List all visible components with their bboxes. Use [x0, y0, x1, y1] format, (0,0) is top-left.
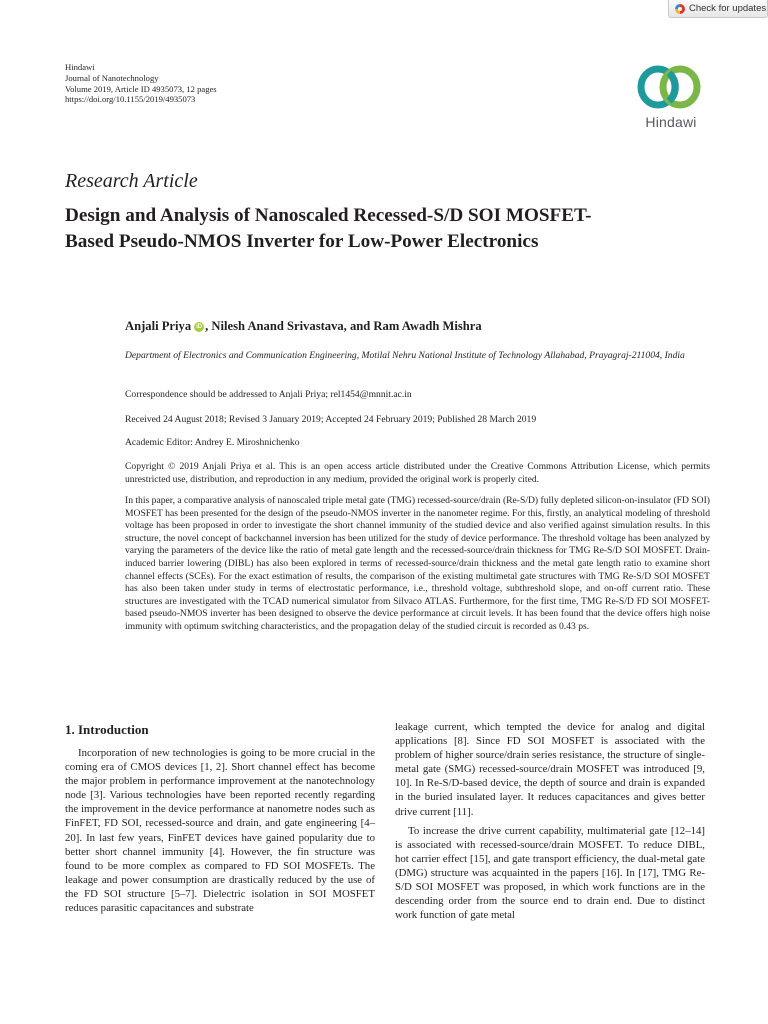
orcid-icon[interactable]: iD	[196, 323, 203, 330]
body-column-left	[65, 722, 375, 915]
author-name[interactable]: Anjali Priya	[125, 319, 192, 333]
body-column-right	[395, 720, 705, 922]
paragraph: To increase the drive current capability, multimaterial gate [12–14] is associated with recessed-source/drain MOSFET. To reduce DIBL, hot carrier effect [15], and gate transport efficiency, the dual-metal gate (DMG) structure was acquainted in the papers [16]. In [17], TMG Re-S/D SOI MOSFET was proposed, in which work functions are in the descending order from the source end to drain end. Due to distinct work function of gate metal	[395, 824, 705, 922]
copyright-notice: Copyright © 2019 Anjali Priya et al. This is an open access article distributed under the Creative Commons Attribution License, which permits unrestricted use, distribution, and reproduction in any medium, provided the original work is properly cited.	[125, 461, 710, 485]
update-icon	[675, 4, 685, 14]
doi-link[interactable]: https://doi.org/10.1155/2019/4935073	[65, 94, 196, 105]
volume-info: Volume 2019, Article ID 4935073, 12 pages	[65, 83, 217, 94]
publisher-name: Hindawi	[65, 62, 95, 72]
article-type: Research Article	[65, 170, 198, 192]
author-list	[125, 319, 482, 334]
publication-dates: Received 24 August 2018; Revised 3 January 2019; Accepted 24 February 2019; Published 28 March 2019	[125, 414, 537, 425]
check-for-updates-badge[interactable]	[668, 0, 768, 18]
co-authors: , Nilesh Anand Srivastava, and Ram Awadh Mishra	[205, 319, 482, 333]
article-title: Design and Analysis of Nanoscaled Recessed-S/D SOI MOSFET-Based Pseudo-NMOS Inverter for Low-Power Electronics	[65, 205, 592, 252]
correspondence: Correspondence should be addressed to Anjali Priya; rel1454@mnnit.ac.in	[125, 389, 412, 400]
abstract: In this paper, a comparative analysis of nanoscaled triple metal gate (TMG) recessed-source/drain (Re-S/D) fully depleted silicon-on-insulator (FD SOI) MOSFET has been presented for the design of the pseudo-NMOS inverter in the nanometer regime. For this, firstly, an analytical modeling of threshold voltage has been proposed in order to investigate the short channel immunity of the studied device and also verified against simulation results. In this structure, the novel concept of backchannel inversion has been utilized for the study of device performance. The threshold voltage has been analyzed by varying the parameters of the device like the ratio of metal gate length and the recessed-source/drain thickness for TMG Re-S/D SOI MOSFET. Drain-induced barrier lowering (DIBL) has also been explored in terms of recessed-source/drain thickness and the metal gate length ratio to examine short channel effects (SCEs). For the exact estimation of results, the comparison of the existing multimetal gate structures with TMG Re-S/D SOI MOSFET has also been taken under study in terms of electrostatic performance, i.e., threshold voltage, subthreshold slope, and on-off current ratio. These structures are investigated with the TCAD numerical simulator from Silvaco ATLAS. Furthermore, for the first time, TMG Re-S/D FD SOI MOSFET-based pseudo-NMOS inverter has been designed to observe the device performance at circuit levels. It has been found that the device offers high noise immunity with optimum switching characteristics, and the propagation delay of the studied circuit is recorded as 0.43 ps.	[125, 495, 710, 632]
logo-wordmark: Hindawi	[645, 114, 697, 130]
academic-editor: Academic Editor: Andrey E. Miroshnichenko	[125, 437, 300, 448]
journal-name: Journal of Nanotechnology	[65, 72, 159, 83]
paragraph: leakage current, which tempted the device for analog and digital applications [8]. Since FD SOI MOSFET is associated with the problem of higher source/drain series resistance, the structure of single-metal gate (SMG) recessed-source/drain MOSFET was introduced [9, 10]. In Re-S/D-based device, the depth of source and drain is expanded in the buried insulated layer. It reduces capacitances and gives better drive current [11].	[395, 721, 705, 818]
affiliation: Department of Electronics and Communication Engineering, Motilal Nehru National Institute of Technology Allahabad, Prayagraj-211004, India	[125, 350, 685, 361]
journal-header	[65, 62, 217, 105]
paragraph: Incorporation of new technologies is going to be more crucial in the coming era of CMOS devices [1, 2]. Short channel effect has become the major problem in performance improvement at the nanotechnology node [3]. Various technologies have been reported recently regarding the improvement in the device performance at nanometre nodes such as FinFET, FD SOI, recessed-source and drain, and gate engineering [4–20]. In last few years, FinFET devices have gained popularity due to better short channel immunity [4]. However, the fin structure was found to be more complex as compared to FD SOI MOSFETs. The leakage and power consumption are drastically reduced by the use of the FD SOI structure [5–7]. Dielectric isolation in SOI MOSFET reduces parasitic capacitances and substrate	[65, 747, 375, 915]
section-heading: 1. Introduction	[65, 722, 149, 737]
check-for-updates-label: Check for updates	[689, 3, 767, 14]
